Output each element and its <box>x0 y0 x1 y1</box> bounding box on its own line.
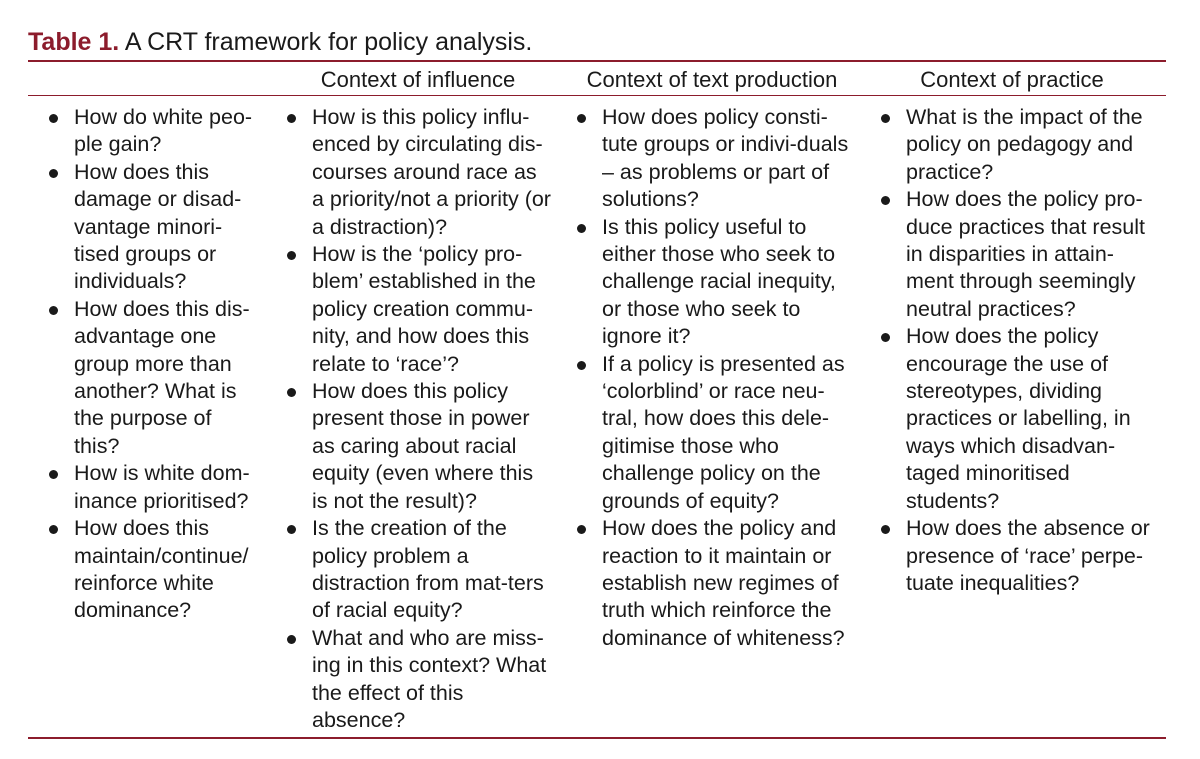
bottom-rule <box>28 737 1166 739</box>
bullet-item: Is the creation of the policy problem a distraction from mat-ters of racial equity? <box>285 515 551 625</box>
header-context-of-practice: Context of practice <box>920 67 1104 92</box>
bullet-item: How is white dom-inance prioritised? <box>47 460 261 515</box>
column-context-of-text-production <box>575 104 855 652</box>
column-questions <box>47 104 261 625</box>
bullet-item: How do white peo-ple gain? <box>47 104 261 159</box>
bullet-item: How does this dis-advantage one group more than another? What is the purpose of this? <box>47 296 261 460</box>
table-title: A CRT framework for policy analysis. <box>124 28 533 56</box>
table-caption <box>28 26 532 58</box>
bullet-item: How does this policy present those in power as caring about racial equity (even where this is not the result)? <box>285 378 551 515</box>
bullet-item: How does this damage or disad-vantage minori-tised groups or individuals? <box>47 159 261 296</box>
bullet-item: How does policy consti-tute groups or indivi-duals – as problems or part of solutions? <box>575 104 855 214</box>
top-rule <box>28 60 1166 62</box>
bullet-item: What and who are miss-ing in this context? What the effect of this absence? <box>285 625 551 735</box>
bullet-item: How is the ‘policy pro-blem’ established in the policy creation commu-nity, and how does this relate to ‘race’? <box>285 241 551 378</box>
bullet-item: How does the absence or presence of ‘race’ perpe-tuate inequalities? <box>879 515 1159 597</box>
column-context-of-influence <box>285 104 551 734</box>
table-label: Table 1. <box>28 28 120 56</box>
bullet-item: If a policy is presented as ‘colorblind’ or race neu-tral, how does this dele-gitimise those who challenge policy on the grounds of equity? <box>575 351 855 515</box>
column-context-of-practice <box>879 104 1159 597</box>
bullet-item: How does the policy encourage the use of stereotypes, dividing practices or labelling, in ways which disadvan-taged minoritised students? <box>879 323 1159 515</box>
bullet-item: How does this maintain/continue/ reinforce white dominance? <box>47 515 261 625</box>
header-context-of-influence: Context of influence <box>320 67 516 92</box>
bullet-item: What is the impact of the policy on pedagogy and practice? <box>879 104 1159 186</box>
bullet-item: How is this policy influ-enced by circulating dis-courses around race as a priority/not a priority (or a distraction)? <box>285 104 551 241</box>
header-context-of-text-production: Context of text production <box>586 67 838 92</box>
header-rule <box>28 95 1166 96</box>
bullet-item: Is this policy useful to either those who seek to challenge racial inequity, or those who seek to ignore it? <box>575 214 855 351</box>
bullet-item: How does the policy and reaction to it maintain or establish new regimes of truth which reinforce the dominance of whiteness? <box>575 515 855 652</box>
bullet-item: How does the policy pro-duce practices that result in disparities in attain-ment through seemingly neutral practices? <box>879 186 1159 323</box>
